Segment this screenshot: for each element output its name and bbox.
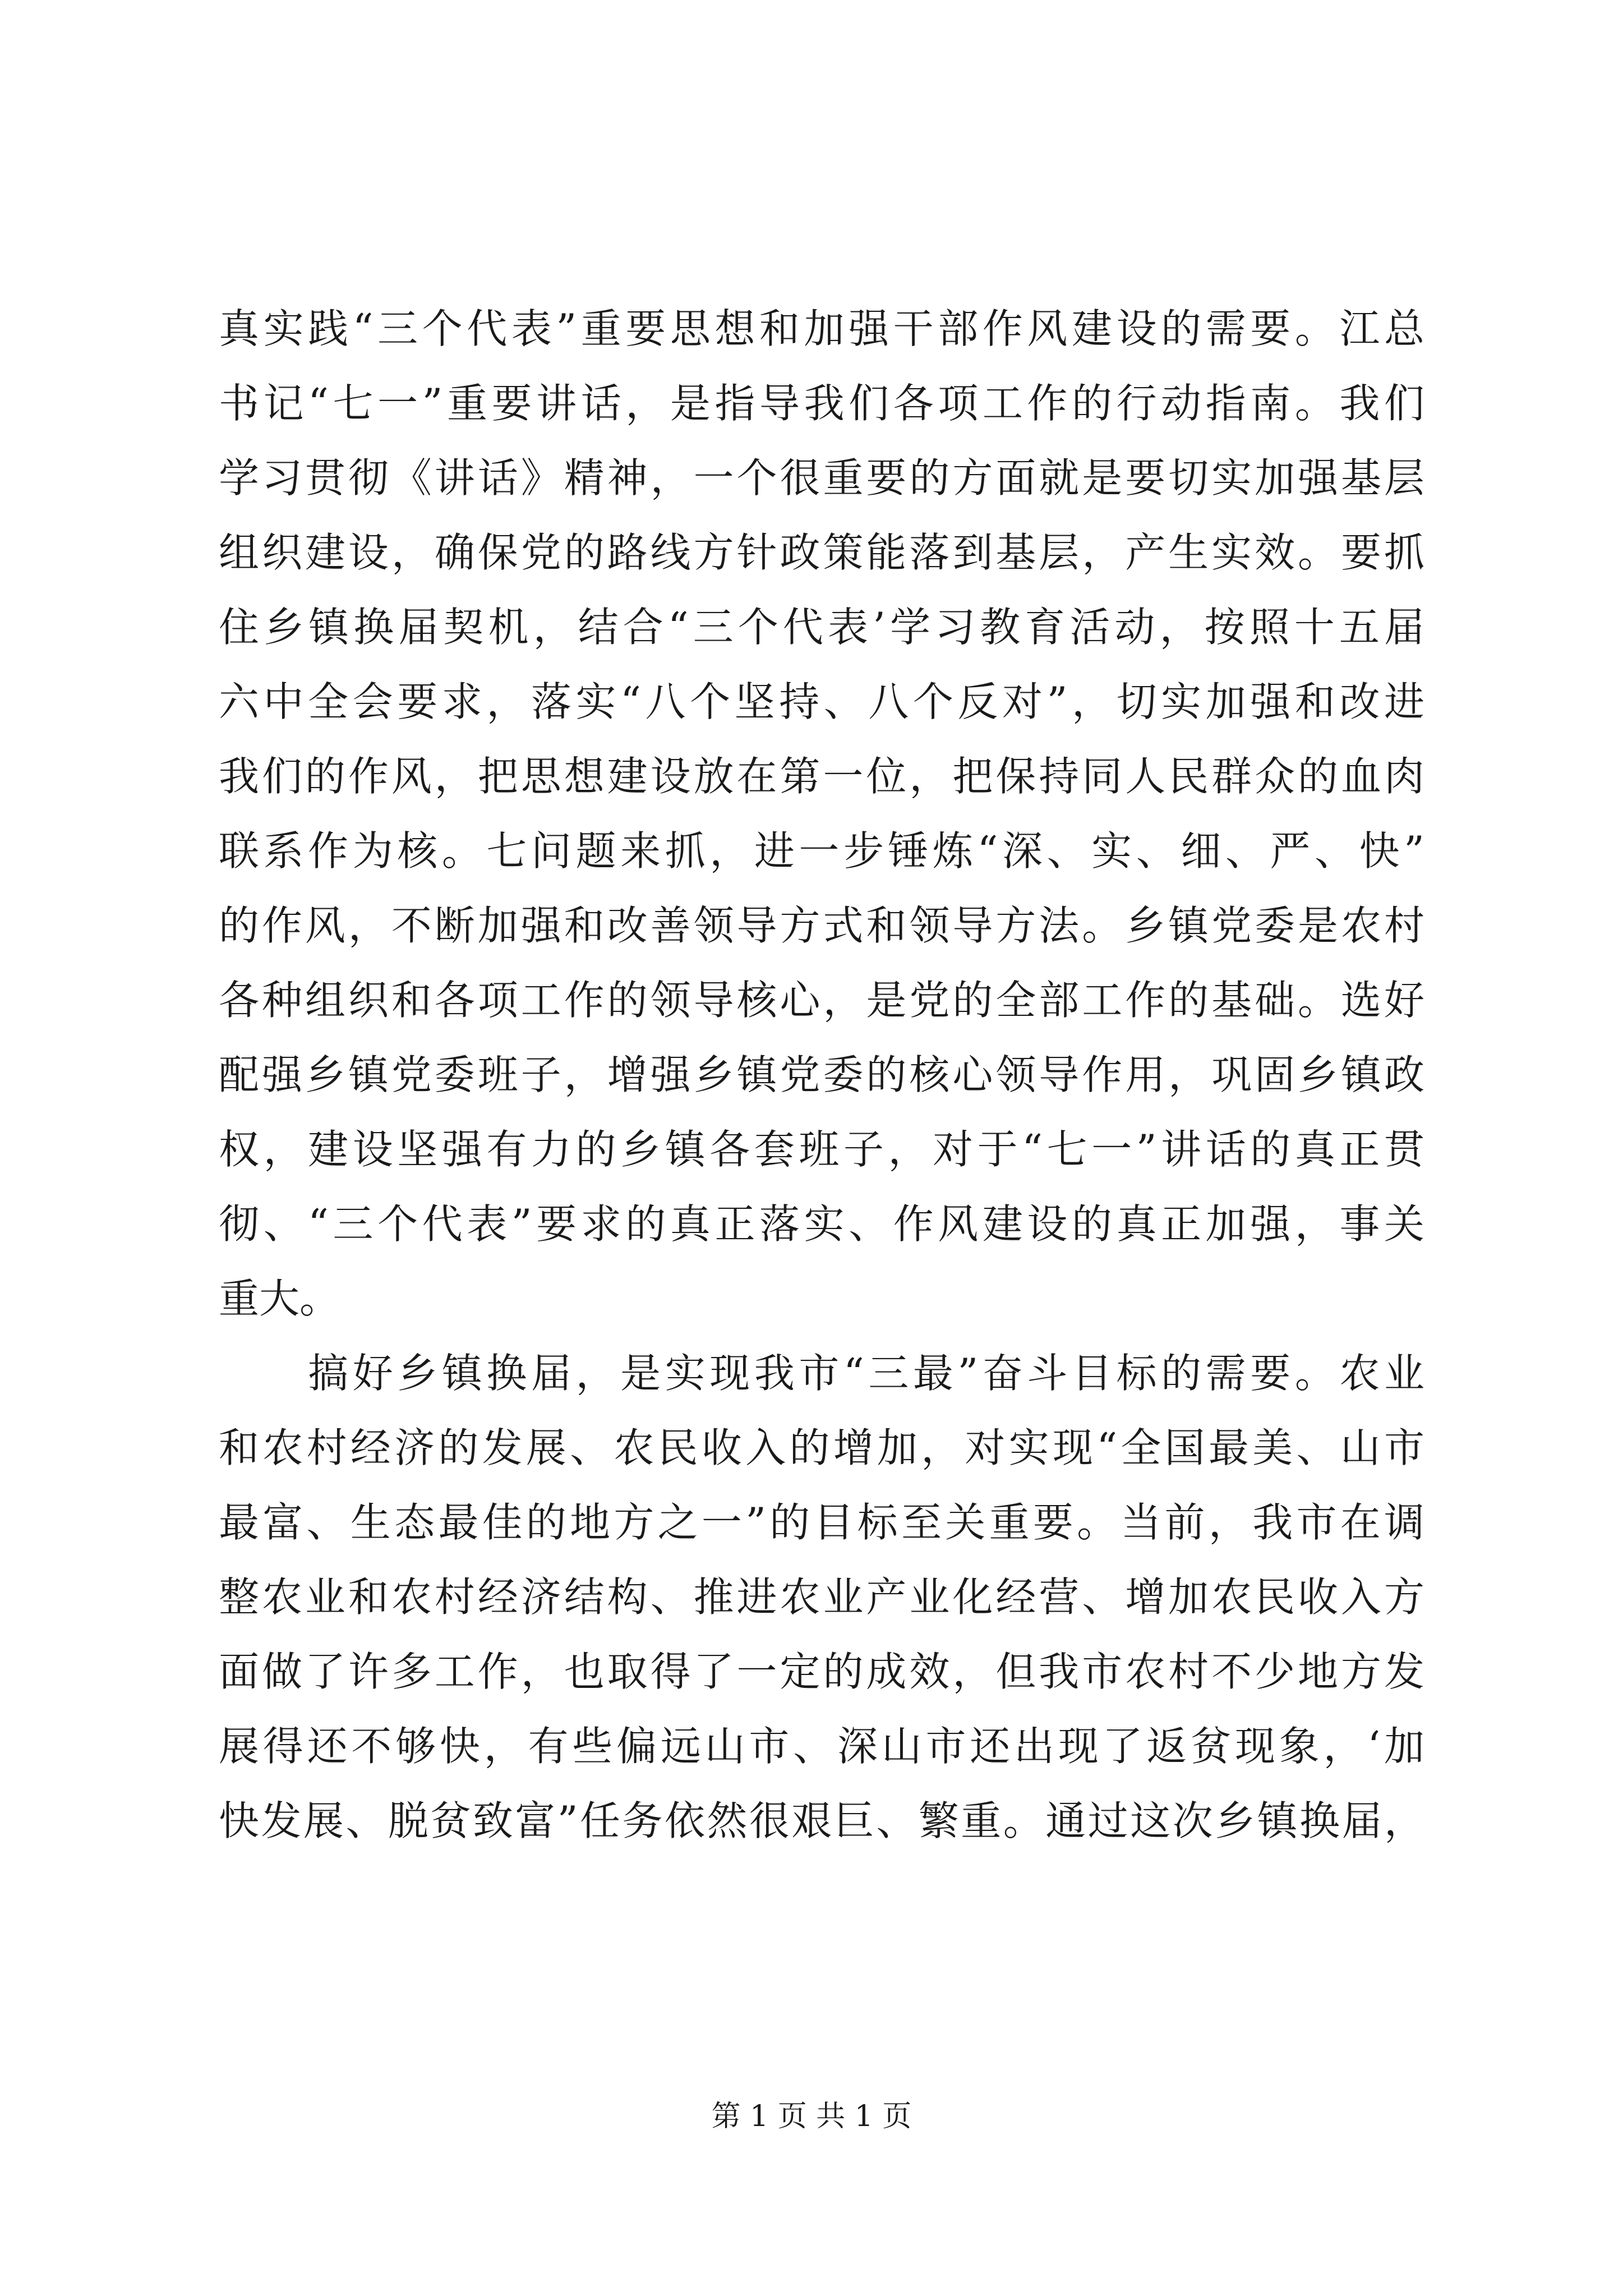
text-line: 最富、生态最佳的地方之一”的目标至关重要。当前，我市在调 bbox=[219, 1499, 1424, 1546]
text-line: 整农业和农村经济结构、推进农业产业化经营、增加农民收入方 bbox=[219, 1573, 1424, 1621]
paragraph-1 bbox=[219, 292, 1424, 1336]
text-line: 六中全会要求，落实“八个坚持、八个反对”，切实加强和改进 bbox=[219, 678, 1424, 725]
text-line: 学习贯彻《讲话》精神，一个很重要的方面就是要切实加强基层 bbox=[219, 454, 1424, 501]
text-line: 联系作为核。七问题来抓，进一步锤炼“深、实、细、严、快” bbox=[219, 827, 1424, 875]
text-line: 和农村经济的发展、农民收入的增加，对实现“全国最美、山市 bbox=[219, 1424, 1424, 1471]
text-line: 我们的作风，把思想建设放在第一位，把保持同人民群众的血肉 bbox=[219, 753, 1424, 800]
text-line: 权，建设坚强有力的乡镇各套班子，对于“七一”讲话的真正贯 bbox=[219, 1126, 1424, 1173]
text-line: 的作风，不断加强和改善领导方式和领导方法。乡镇党委是农村 bbox=[219, 902, 1424, 949]
text-line: 配强乡镇党委班子，增强乡镇党委的核心领导作用，巩固乡镇政 bbox=[219, 1051, 1424, 1098]
text-line: 搞好乡镇换届，是实现我市“三最”奋斗目标的需要。农业 bbox=[219, 1350, 1424, 1397]
text-line: 彻、“三个代表”要求的真正落实、作风建设的真正加强，事关 bbox=[219, 1200, 1424, 1248]
paragraph-2 bbox=[219, 1336, 1424, 1858]
text-line: 真实践“三个代表”重要思想和加强干部作风建设的需要。江总 bbox=[219, 305, 1424, 352]
text-line: 面做了许多工作，也取得了一定的成效，但我市农村不少地方发 bbox=[219, 1648, 1424, 1695]
page-footer: 第 1 页 共 1 页 bbox=[711, 2100, 912, 2133]
text-line: 组织建设，确保党的路线方针政策能落到基层，产生实效。要抓 bbox=[219, 529, 1424, 576]
document-body bbox=[219, 292, 1424, 1858]
text-line: 住乡镇换届契机，结合“三个代表’学习教育活动，按照十五届 bbox=[219, 604, 1424, 651]
text-line: 各种组织和各项工作的领导核心，是党的全部工作的基础。选好 bbox=[219, 977, 1424, 1024]
text-line: 展得还不够快，有些偏远山市、深山市还出现了返贫现象，‘加 bbox=[219, 1723, 1424, 1770]
text-line: 重大。 bbox=[219, 1275, 340, 1322]
text-line: 快发展、脱贫致富”任务依然很艰巨、繁重。通过这次乡镇换届， bbox=[219, 1797, 1424, 1844]
text-line: 书记“七一”重要讲话，是指导我们各项工作的行动指南。我们 bbox=[219, 380, 1424, 427]
